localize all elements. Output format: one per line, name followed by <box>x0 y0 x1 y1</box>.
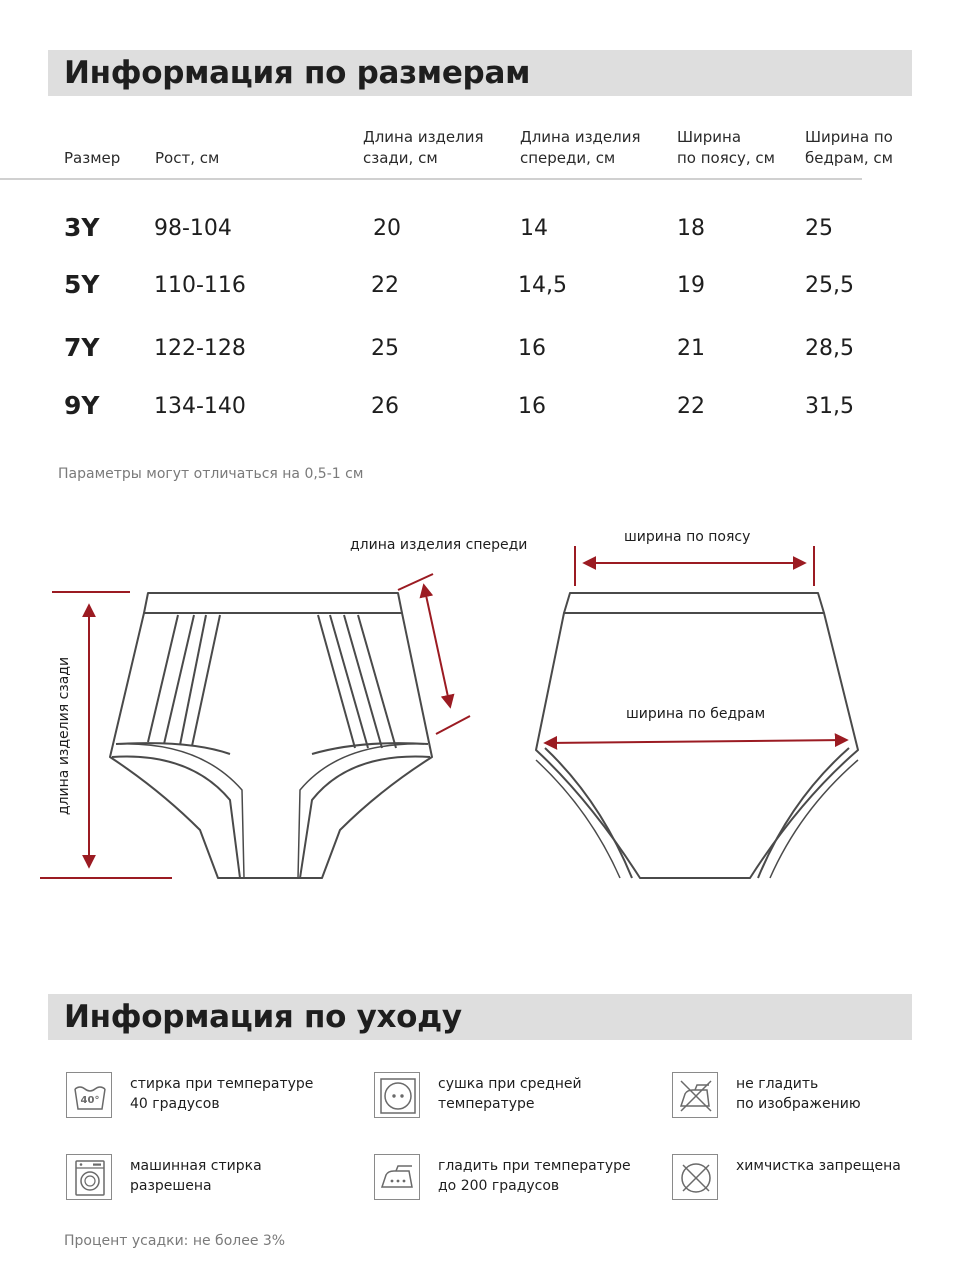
column-header-back-length-line1: Длина изделия <box>363 128 484 146</box>
column-header-size: Размер <box>64 149 121 167</box>
waist-width-cell: 21 <box>677 336 705 361</box>
height-cell: 110-116 <box>154 273 246 298</box>
care-item-iron-200 <box>374 1154 664 1208</box>
measurement-tolerance-note: Параметры могут отличаться на 0,5-1 см <box>58 466 364 482</box>
column-header-waist-width-line1: Ширина <box>677 128 742 146</box>
no-dry-clean-icon <box>672 1154 718 1200</box>
column-header-front-length-line1: Длина изделия <box>520 128 641 146</box>
column-header-back-length-line2: сзади, см <box>363 149 438 167</box>
column-header-hip-width-line2: бедрам, см <box>805 149 893 167</box>
care-text-line1: стирка при температуре <box>130 1076 314 1092</box>
size-cell: 9Y <box>64 391 100 420</box>
back-length-cell: 25 <box>371 336 399 361</box>
back-length-cell: 20 <box>373 216 401 241</box>
briefs-front-view <box>536 593 858 878</box>
size-cell: 3Y <box>64 213 100 242</box>
front-length-label: длина изделия спереди <box>350 537 528 553</box>
column-header-front-length-line2: спереди, см <box>520 149 616 167</box>
care-text <box>130 1156 350 1196</box>
iron-200-icon <box>374 1154 420 1200</box>
hip-width-cell: 28,5 <box>805 336 854 361</box>
front-length-cell: 16 <box>518 336 546 361</box>
care-text <box>130 1074 350 1114</box>
tumble-dry-medium-icon <box>374 1072 420 1118</box>
hip-width-cell: 31,5 <box>805 394 854 419</box>
waist-width-cell: 18 <box>677 216 705 241</box>
waist-width-label: ширина по поясу <box>624 529 751 545</box>
care-item-machine-wash <box>66 1154 356 1208</box>
column-header-hip-width-line1: Ширина по <box>805 128 893 146</box>
care-section-header <box>48 994 912 1040</box>
care-text-line1: не гладить <box>736 1076 819 1092</box>
care-text-line2: до 200 градусов <box>438 1178 560 1194</box>
hip-width-cell: 25 <box>805 216 833 241</box>
back-length-cell: 26 <box>371 394 399 419</box>
care-text-line1: химчистка запрещена <box>736 1158 901 1174</box>
hip-width-cell: 25,5 <box>805 273 854 298</box>
shrinkage-note: Процент усадки: не более 3% <box>64 1233 286 1249</box>
care-text-line2: температуре <box>438 1096 535 1112</box>
column-header-height: Рост, см <box>155 149 220 167</box>
size-cell: 5Y <box>64 270 100 299</box>
briefs-back-view <box>110 593 432 878</box>
care-text <box>438 1074 658 1114</box>
care-text-line1: гладить при температуре <box>438 1158 631 1174</box>
care-item-tumble-dry <box>374 1072 664 1126</box>
care-text <box>736 1074 956 1114</box>
no-iron-print-icon <box>672 1072 718 1118</box>
height-cell: 122-128 <box>154 336 246 361</box>
care-item-no-iron-print <box>672 1072 960 1126</box>
column-header-waist-width-line2: по поясу, см <box>677 149 775 167</box>
height-cell: 134-140 <box>154 394 246 419</box>
size-section-title: Информация по размерам <box>64 55 531 91</box>
wash-40-badge: 40° <box>80 1095 100 1106</box>
waist-width-cell: 22 <box>677 394 705 419</box>
back-length-label: длина изделия сзади <box>56 656 72 816</box>
front-length-cell: 14,5 <box>518 273 567 298</box>
height-cell: 98-104 <box>154 216 232 241</box>
care-text-line2: 40 градусов <box>130 1096 220 1112</box>
care-text-line1: сушка при средней <box>438 1076 582 1092</box>
care-item-no-dry-clean <box>672 1154 960 1208</box>
washing-machine-icon <box>66 1154 112 1200</box>
care-text <box>438 1156 658 1196</box>
wash-40-icon <box>66 1072 112 1118</box>
care-item-wash-40 <box>66 1072 356 1126</box>
waist-width-cell: 19 <box>677 273 705 298</box>
care-section-title: Информация по уходу <box>64 999 462 1035</box>
front-length-cell: 14 <box>520 216 548 241</box>
front-length-cell: 16 <box>518 394 546 419</box>
hip-width-label: ширина по бедрам <box>626 706 766 722</box>
care-text <box>736 1156 956 1176</box>
size-cell: 7Y <box>64 333 100 362</box>
care-text-line2: по изображению <box>736 1096 861 1112</box>
back-length-cell: 22 <box>371 273 399 298</box>
care-text-line1: машинная стирка <box>130 1158 262 1174</box>
care-text-line2: разрешена <box>130 1178 212 1194</box>
